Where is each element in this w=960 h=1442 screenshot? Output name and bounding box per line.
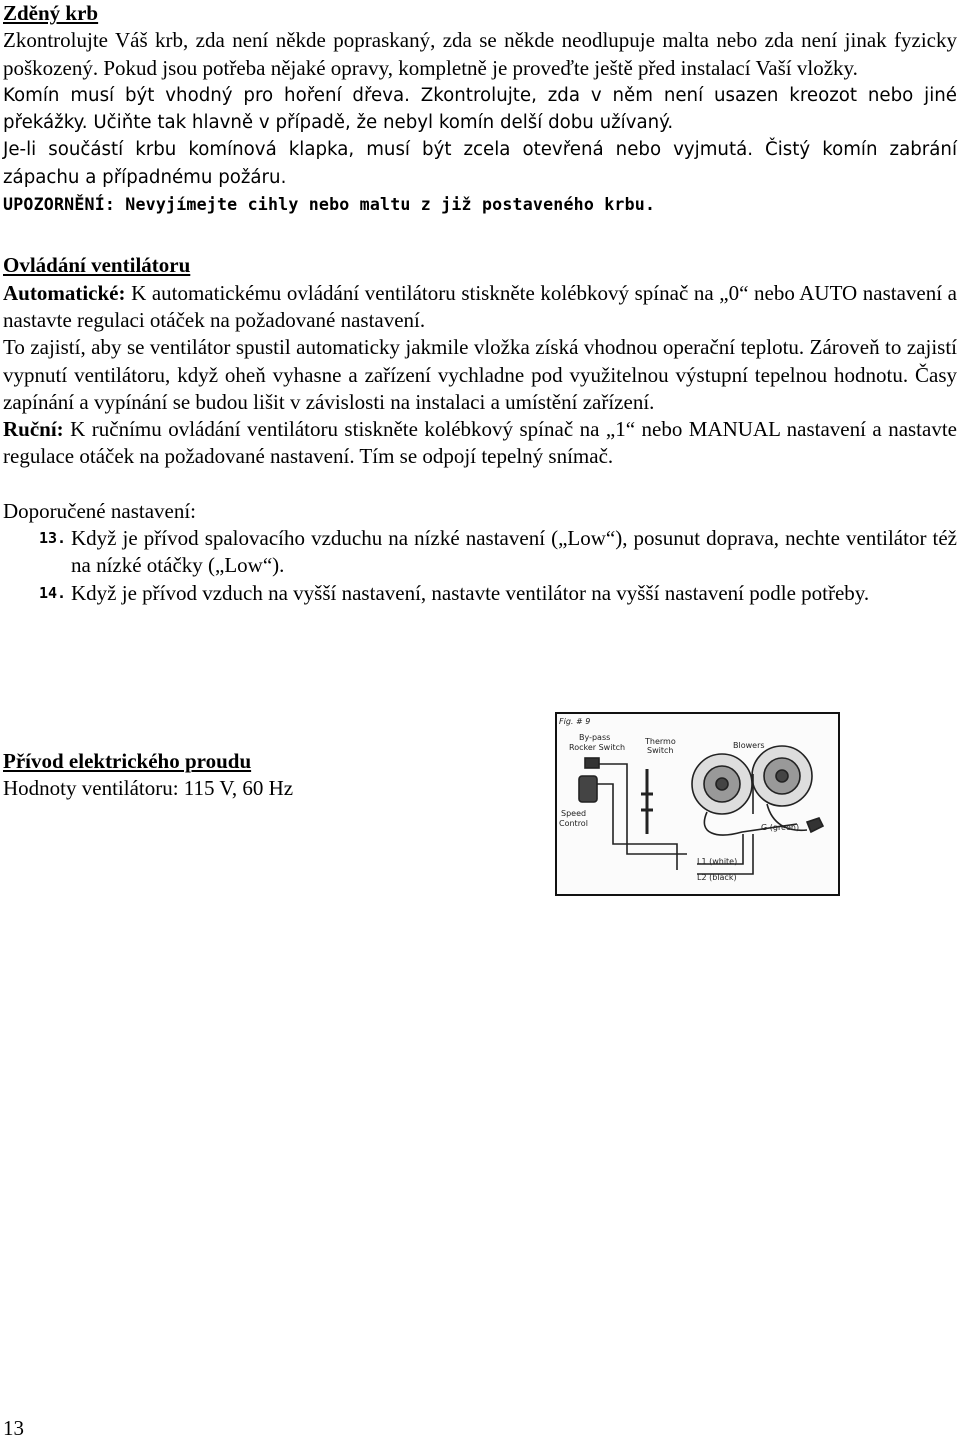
section-title-masonry: Zděný krb: [3, 1, 99, 25]
spacer: [3, 218, 957, 245]
recommended-heading: Doporučené nastavení:: [3, 498, 197, 523]
list-text: Když je přívod vzduch na vyšší nastavení, nastavte ventilátor na vyšší nastavení podle potřeby.: [71, 580, 870, 605]
control-label: Control: [559, 819, 588, 828]
paragraph: Hodnoty ventilátoru: 115 V, 60 Hz: [3, 776, 294, 801]
list-item: [3, 525, 957, 580]
automatic-text: K automatickému ovládání ventilátoru stiskněte kolébkový spínač na „0“ nebo AUTO nastavení a nastavte regulaci otáček na požadované nastavení.: [3, 280, 957, 332]
bypass-label: By-pass: [579, 733, 611, 742]
rocker-switch-icon: [585, 758, 599, 768]
paragraph: To zajistí, aby se ventilátor spustil automaticky jakmile vložka získá vhodnou operační teplotu. Zároveň to zajistí vypnutí ventilátoru, když oheň vyhasne a zařízení vychladne pod využitelnou výstupní tepelnou hodnotu. Časy zapínání a vypínání se budou lišit v závislosti na instalaci a umístění zařízení.: [3, 335, 957, 414]
green-label: G (green): [761, 823, 800, 832]
paragraph: Komín musí být vhodný pro hoření dřeva. Zkontrolujte, zda v něm není usazen kreozot nebo jiné překážky. Učiňte tak hlavně v případě, že nebyl komín delší dobu užívaný.: [3, 84, 957, 134]
document-page: [3, 0, 957, 607]
list-item: [3, 580, 957, 607]
list-number: 13.: [39, 529, 67, 548]
list-text: Když je přívod spalovacího vzduchu na nízké nastavení („Low“), posunut doprava, nechte ventilátor též na nízké otáčky („Low“).: [71, 526, 957, 578]
wiring-diagram: [555, 712, 840, 896]
blowers-label: Blowers: [733, 741, 765, 750]
speed-label: Speed: [561, 809, 587, 818]
plug-icon: [807, 818, 823, 832]
warning-text: UPOZORNĚNÍ: Nevyjímejte cihly nebo maltu z již postaveného krbu.: [3, 195, 656, 215]
paragraph: Je-li součástí krbu komínová klapka, musí být zcela otevřená nebo vyjmutá. Čistý komín zabrání zápachu a případnému požáru.: [3, 139, 957, 188]
manual-text: K ručnímu ovládání ventilátoru stiskněte kolébkový spínač na „1“ nebo MANUAL nastavení a nastavte regulace otáček na požadované nastavení. Tím se odpojí tepelný snímač.: [3, 417, 957, 469]
switch-label: Switch: [647, 746, 674, 755]
paragraph-automatic: [3, 280, 957, 335]
rocker-label: Rocker Switch: [569, 743, 626, 752]
manual-label: Ruční:: [3, 417, 64, 442]
paragraph: Zkontrolujte Váš krb, zda není někde popraskaný, zda se někde neodlupuje malta nebo zda není jinak fyzicky poškozený. Pokud jsou potřeba nějaké opravy, kompletně je proveďte ještě před instalací Vaší vložky.: [3, 28, 957, 80]
automatic-label: Automatické:: [3, 280, 126, 305]
figure-label: Fig. # 9: [559, 717, 591, 726]
list-number: 14.: [39, 583, 67, 602]
section-title-fan-control: Ovládání ventilátoru: [3, 253, 191, 278]
spacer: [3, 471, 957, 498]
section-title-power: Přívod elektrického proudu: [3, 749, 252, 773]
wiring-diagram-svg: [557, 714, 838, 894]
power-section: [3, 748, 523, 803]
black-label: L2 (black): [697, 873, 737, 882]
thermo-label: Thermo: [645, 737, 676, 746]
speed-control-icon: [579, 776, 597, 802]
page-number: 13: [3, 1416, 24, 1440]
recommended-list: [3, 525, 957, 607]
white-label: L1 (white): [697, 857, 738, 866]
paragraph-manual: [3, 416, 957, 471]
